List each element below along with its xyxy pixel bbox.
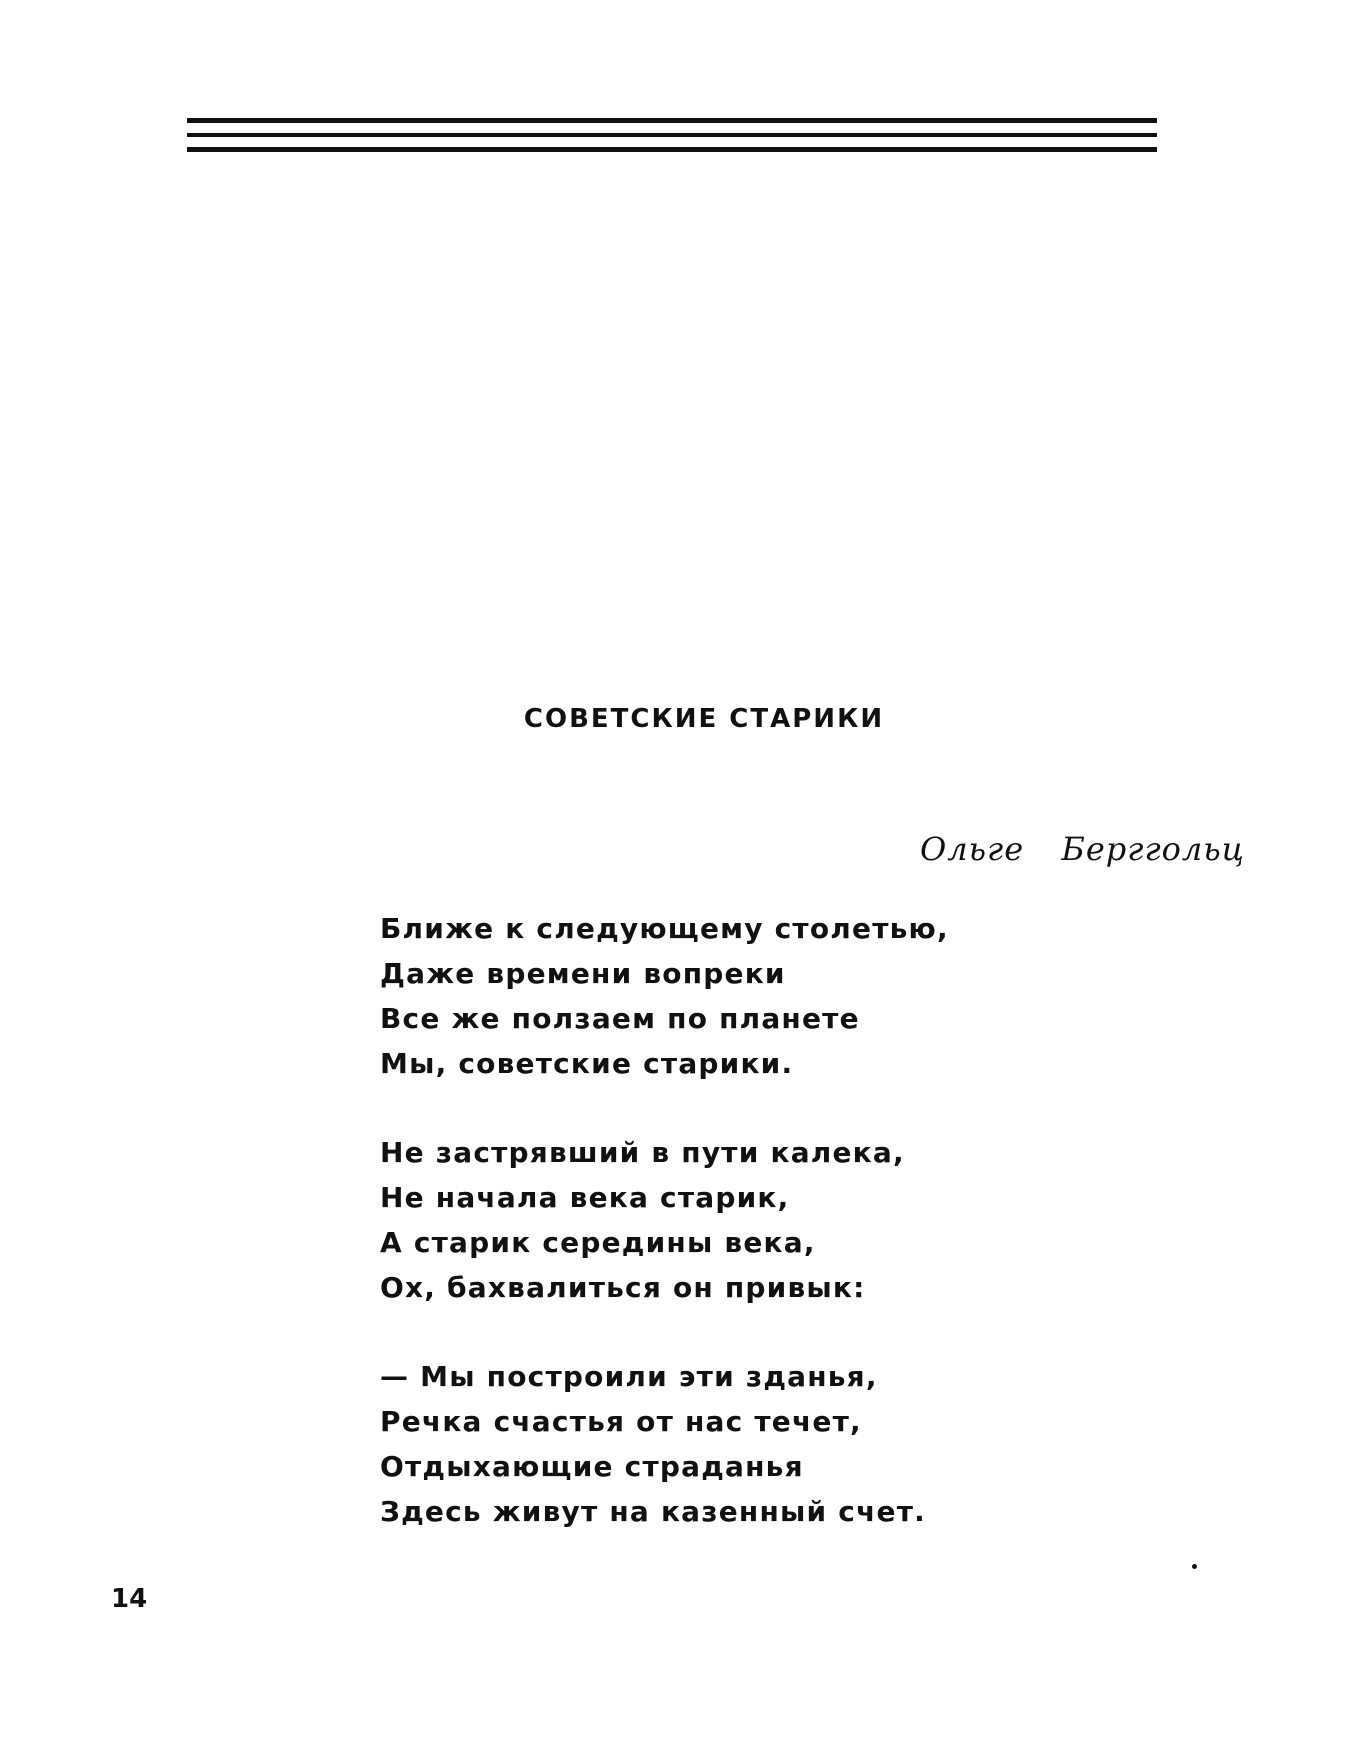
- page-number: 14: [111, 1584, 148, 1614]
- poem-body: [380, 906, 1140, 1578]
- header-rule-2: [187, 133, 1157, 137]
- stanza-3: [380, 1354, 1140, 1534]
- poem-line: Даже времени вопреки: [380, 957, 786, 990]
- poem-line: Все же ползаем по планете: [380, 1002, 860, 1035]
- poem-line: Отдыхающие страданья: [380, 1450, 804, 1483]
- poem-line: — Мы построили эти зданья,: [380, 1360, 878, 1393]
- poem-line: Не начала века старик,: [380, 1181, 790, 1214]
- poem-line: Здесь живут на казенный счет.: [380, 1495, 926, 1528]
- poem-line: Ох, бахвалиться он привык:: [380, 1271, 866, 1304]
- header-rule-3: [187, 147, 1157, 152]
- header-rules: [187, 118, 1157, 162]
- poem-title: СОВЕТСКИЕ СТАРИКИ: [523, 704, 885, 734]
- poem-line: Ближе к следующему столетью,: [380, 912, 949, 945]
- stanza-2: [380, 1130, 1140, 1310]
- poem-line: Не застрявший в пути калека,: [380, 1136, 905, 1169]
- print-speck: [1192, 1564, 1197, 1569]
- stanza-1: [380, 906, 1140, 1086]
- poem-line: Речка счастья от нас течет,: [380, 1405, 862, 1438]
- header-rule-1: [187, 118, 1157, 123]
- poem-line: А старик середины века,: [380, 1226, 816, 1259]
- poem-dedication: Ольге Берггольц: [920, 830, 1245, 868]
- poem-line: Мы, советские старики.: [380, 1047, 794, 1080]
